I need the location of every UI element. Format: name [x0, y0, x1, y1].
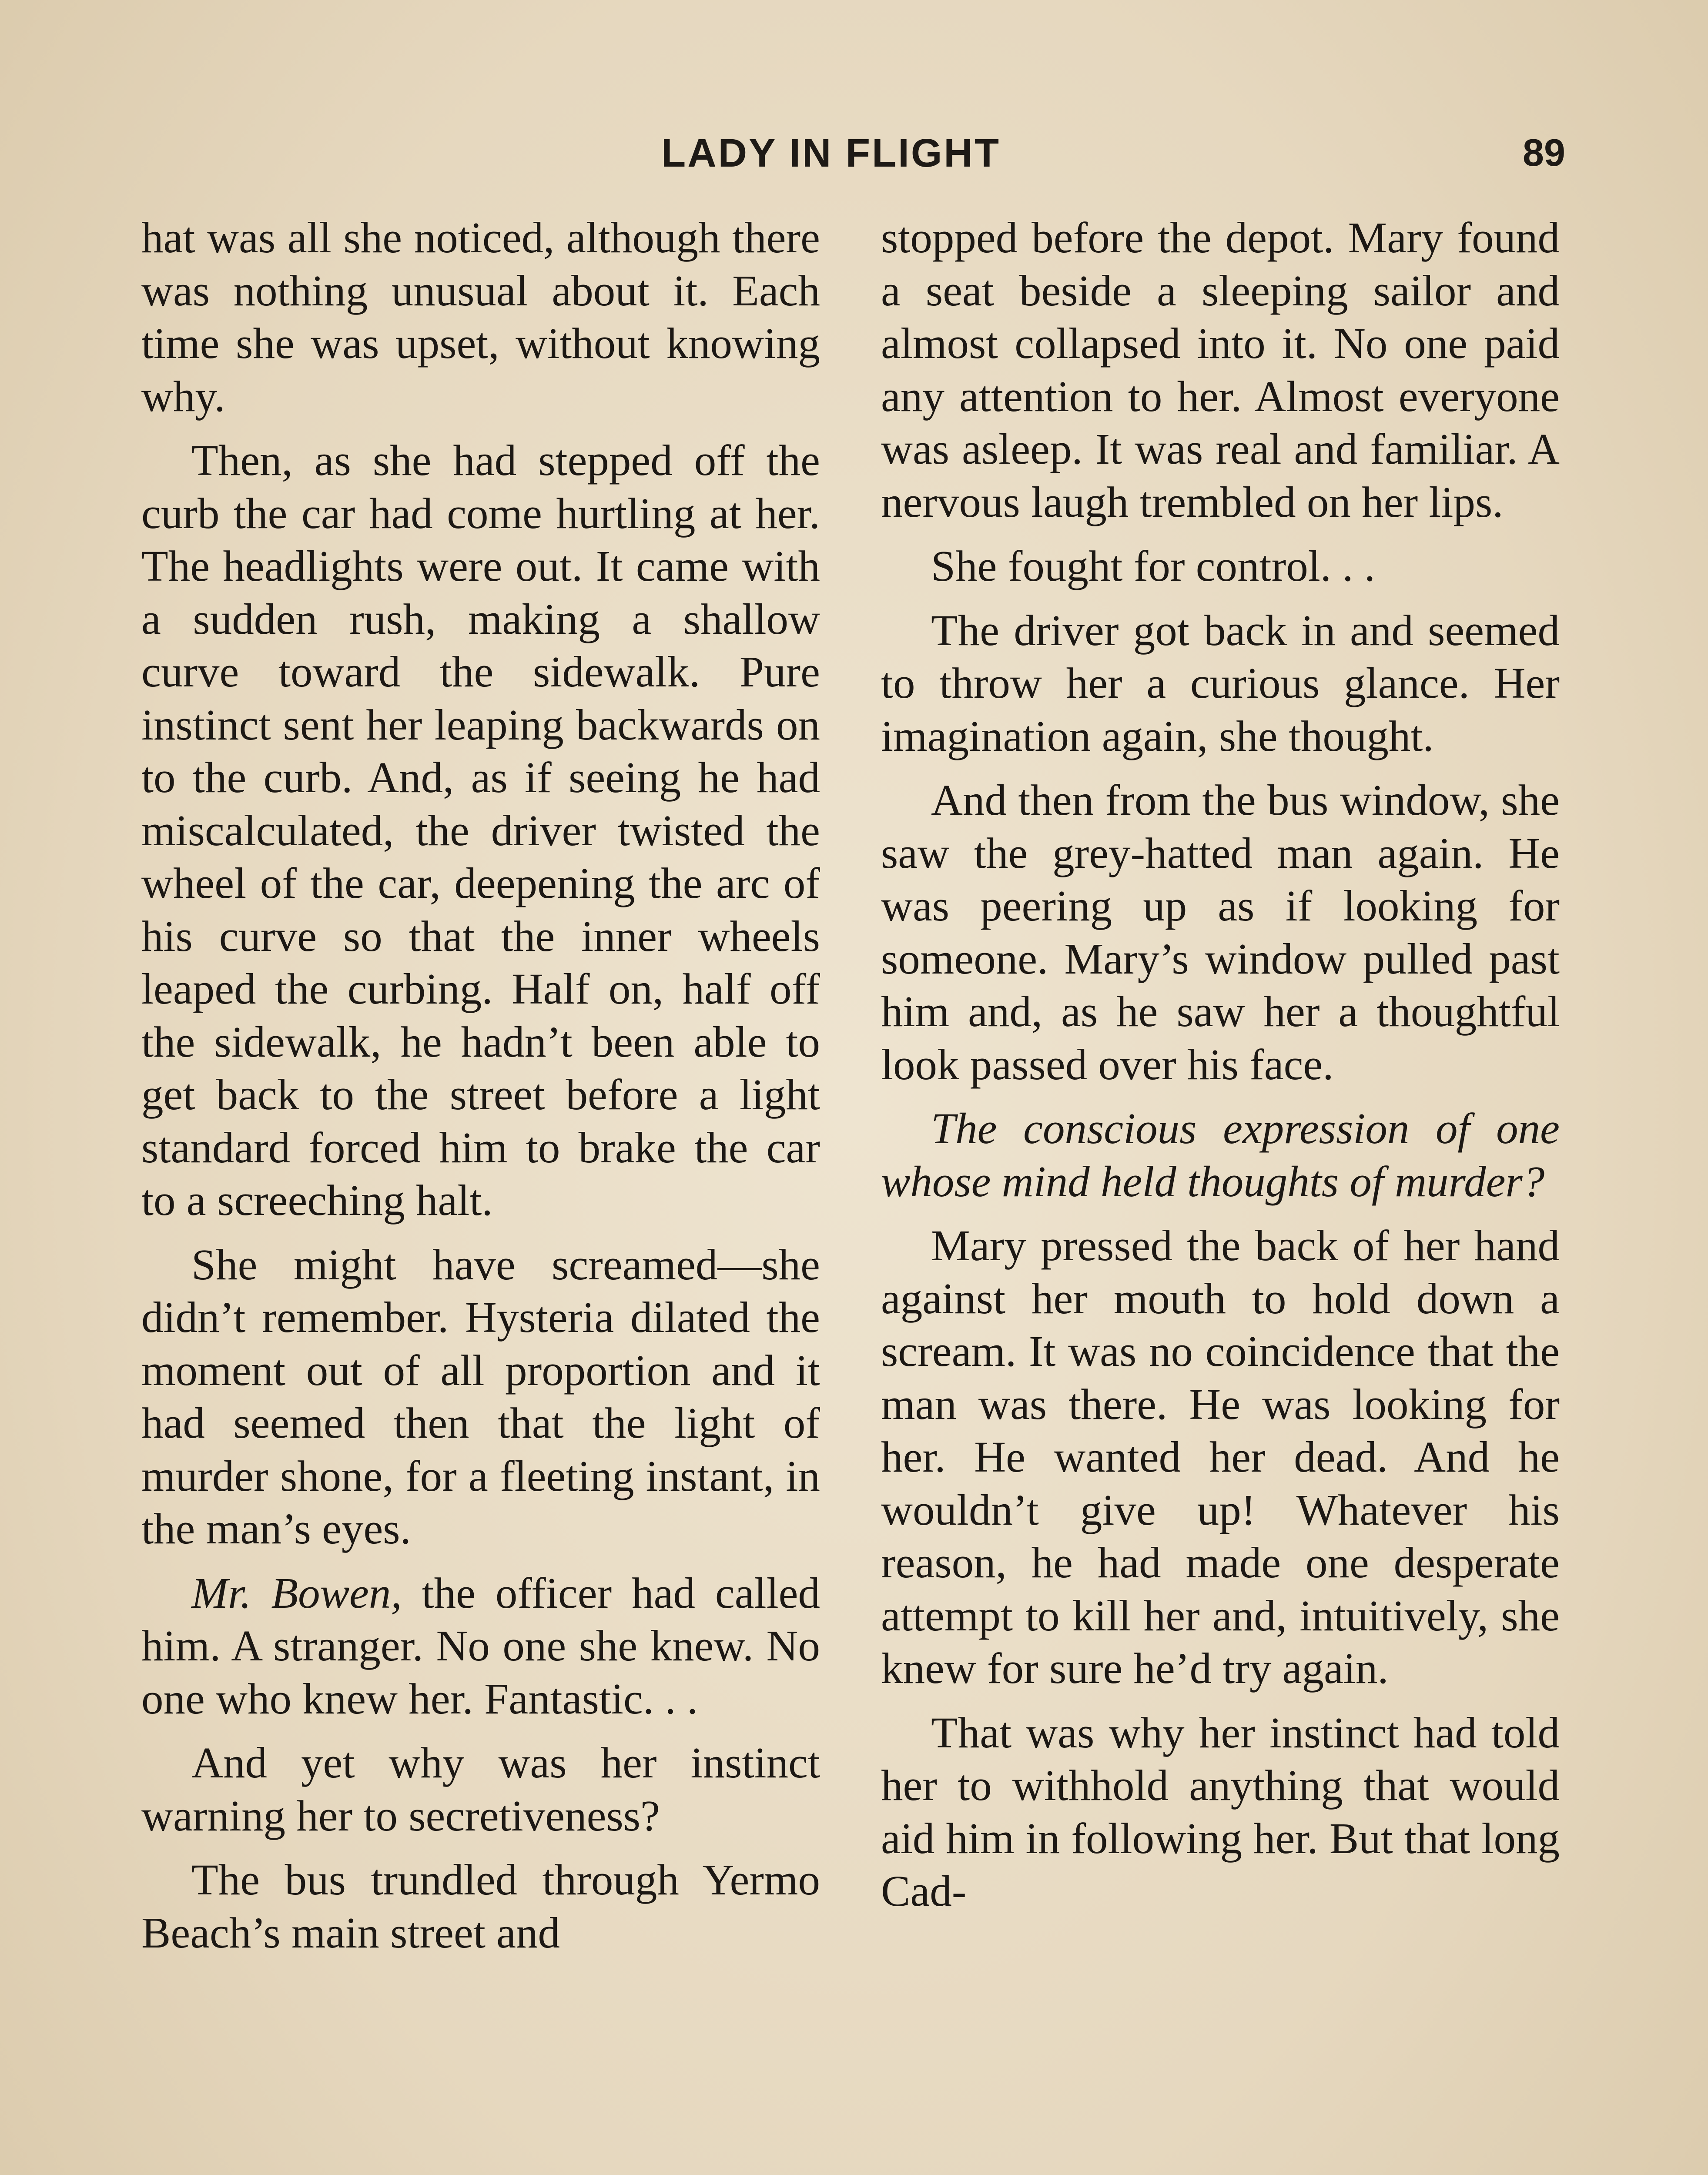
- running-head-title: LADY IN FLIGHT: [661, 131, 1001, 175]
- paragraph: She fought for control. . .: [931, 542, 1376, 590]
- paragraph: The driver got back in and seemed to throw her a curious glance. Her imagination again, she thought.: [881, 606, 1560, 760]
- left-text-column: [141, 211, 820, 1971]
- paragraph: stopped before the depot. Mary found a seat beside a sleeping sailor and almost collapsed into it. No one paid any attention to her. Almost everyone was asleep. It was real and familiar. A nervous laugh trembled on her lips.: [881, 213, 1560, 526]
- paragraph: The bus trundled through Yermo Beach’s main street and: [141, 1855, 820, 1957]
- paragraph-text: the officer had called him. A stranger. No one she knew. No one who knew her. Fantastic. . .: [141, 1568, 821, 1723]
- italic-name: Mr. Bowen,: [191, 1568, 402, 1617]
- right-text-column: [881, 211, 1560, 1929]
- paragraph: [141, 1567, 820, 1726]
- paragraph: Then, as she had stepped off the curb the car had come hurtling at her. The headlights were out. It came with a sudden rush, making a shallow curve toward the sidewalk. Pure instinct sent her leaping backwards on to the curb. And, as if seeing he had miscalculated, the driver twisted the wheel of the car, deepening the arc of his curve so that the inner wheels leaped the curbing. Half on, half off the sidewalk, he hadn’t been able to get back to the street before a light standard forced him to brake the car to a screeching halt.: [141, 436, 820, 1225]
- paragraph: hat was all she noticed, although there was nothing unusual about it. Each time she was upset, without knowing why.: [141, 213, 820, 421]
- paragraph: That was why her instinct had told her to withhold anything that would aid him in following her. But that long Cad-: [881, 1708, 1560, 1915]
- italic-paragraph: The conscious expression of one whose mind held thoughts of murder?: [881, 1104, 1560, 1206]
- paragraph: And yet why was her instinct warning her to secretiveness?: [141, 1738, 820, 1840]
- page-number: 89: [1523, 131, 1565, 174]
- paragraph: Mary pressed the back of her hand against her mouth to hold down a scream. It was no coincidence that the man was there. He was looking for her. He wanted her dead. And he wouldn’t give up! Whatever his reason, he had made one desperate attempt to kill her and, intuitively, she knew for sure he’d try again.: [881, 1221, 1560, 1693]
- paragraph: And then from the bus window, she saw the grey-hatted man again. He was peering up as if looking for someone. Mary’s window pulled past him and, as he saw her a thoughtful look passed over his face.: [881, 776, 1560, 1089]
- paragraph: She might have screamed—she didn’t remember. Hysteria dilated the moment out of all proportion and it had seemed then that the light of murder shone, for a fleeting instant, in the man’s eyes.: [141, 1240, 820, 1553]
